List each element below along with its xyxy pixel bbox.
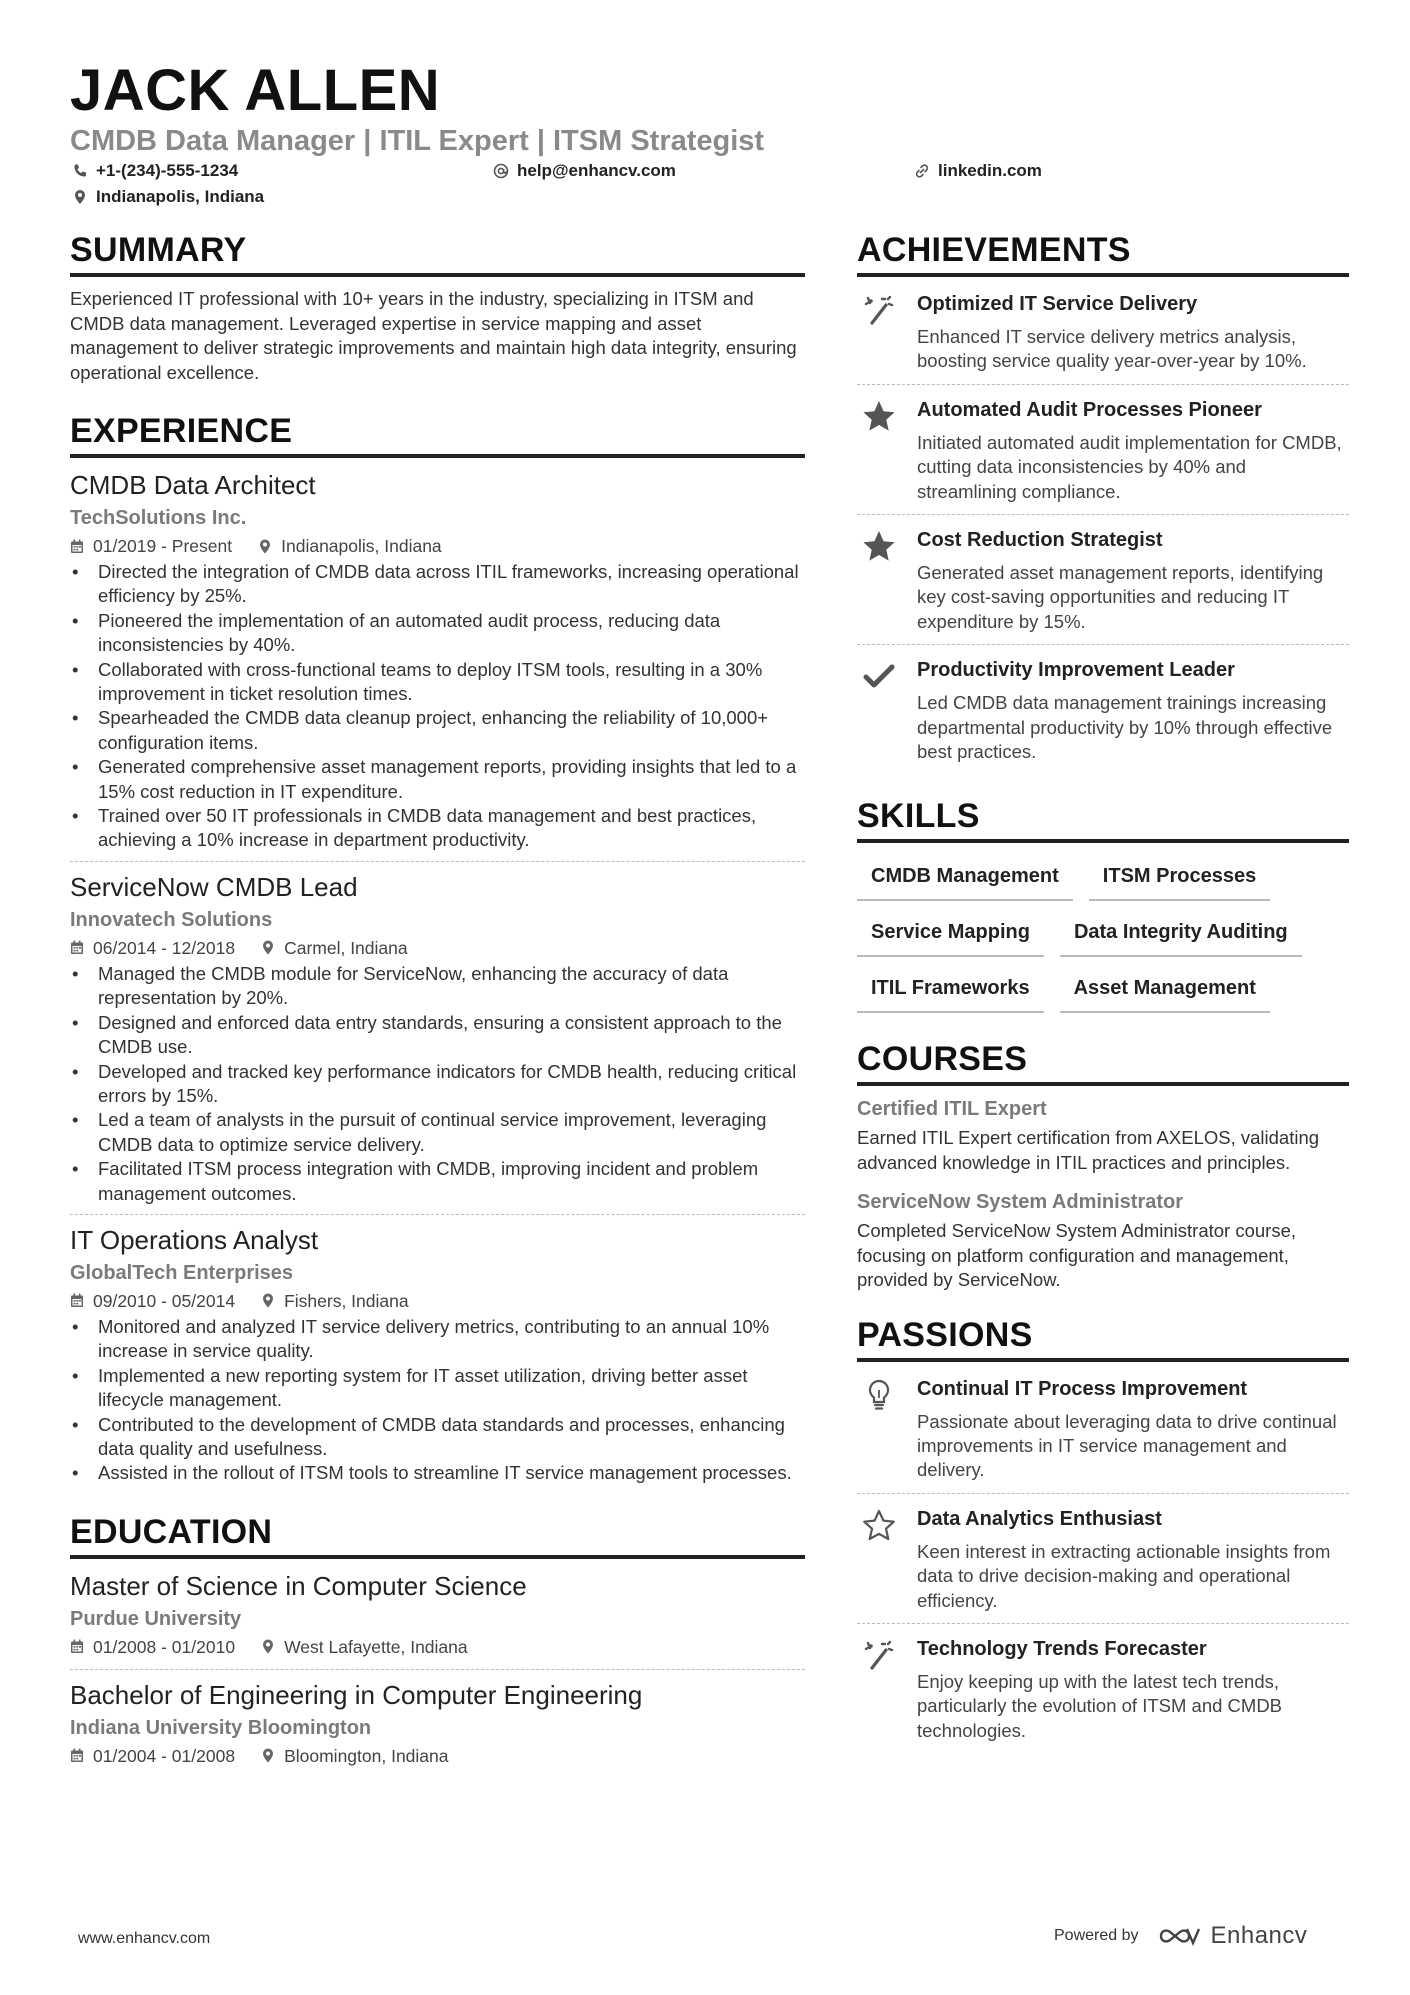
education-meta (70, 1635, 805, 1659)
skills-section (857, 796, 1349, 1013)
education-dates-text: 01/2008 - 01/2010 (93, 1636, 236, 1657)
school-name: Purdue University (70, 1607, 242, 1630)
achievements-section (857, 230, 1349, 774)
achievement-item-body (917, 527, 1349, 634)
course-title: Certified ITIL Expert (857, 1098, 1047, 1121)
education-entry (70, 1569, 805, 1670)
bullet-item: • Managed the CMDB module for ServiceNow, enhancing the accuracy of data representation by 20%. (70, 962, 805, 1011)
job-dates-text: 06/2014 - 12/2018 (93, 937, 236, 958)
achievement-item-title: Optimized IT Service Delivery (917, 293, 1198, 315)
star-outline-icon (857, 1506, 901, 1613)
summary-text: Experienced IT professional with 10+ years in the industry, specializing in ITSM and CMDB data management. Leveraged expertise in service mapping and asset management to deliver strategic improvements and maintain high data integrity, ensuring operational excellence. (70, 288, 797, 383)
location-pin-icon (72, 189, 88, 205)
bullet-item: • Spearheaded the CMDB data cleanup project, enhancing the reliability of 10,000+ configuration items. (70, 706, 805, 755)
skill-tag: Service Mapping (857, 915, 1044, 957)
education-dates (70, 1635, 235, 1659)
education-title: EDUCATION (70, 1512, 805, 1559)
passions-list (857, 1372, 1349, 1754)
location-pin-icon (261, 940, 275, 955)
skill-tag: Asset Management (1060, 971, 1270, 1013)
passions-title: PASSIONS (857, 1315, 1349, 1362)
enhancv-logo-icon (1157, 1924, 1203, 1948)
footer-branding (1054, 1922, 1307, 1950)
education-dates (70, 1744, 235, 1768)
bullet-item: • Collaborated with cross-functional teams to deploy ITSM tools, resulting in a 30% improvement in ticket resolution times. (70, 658, 805, 707)
job-dates-text: 01/2019 - Present (93, 536, 233, 556)
bullet-item: • Facilitated ITSM process integration with CMDB, improving incident and problem management outcomes. (70, 1157, 805, 1206)
left-column (70, 230, 805, 1804)
job-location (261, 1289, 409, 1313)
skill-tag: ITIL Frameworks (857, 971, 1044, 1013)
passion-item-description: Passionate about leveraging data to drive continual improvements in IT service management and delivery. (917, 1410, 1337, 1481)
star-icon (857, 527, 901, 634)
passion-item-body (917, 1376, 1349, 1483)
passion-item (857, 1494, 1349, 1624)
education-meta (70, 1744, 805, 1768)
courses-title: COURSES (857, 1039, 1349, 1086)
summary-title: SUMMARY (70, 230, 805, 277)
achievement-item-title: Cost Reduction Strategist (917, 529, 1163, 552)
skills-title: SKILLS (857, 796, 1349, 843)
job-dates (70, 534, 232, 558)
calendar-icon (70, 940, 84, 955)
bullet-item: • Directed the integration of CMDB data across ITIL frameworks, increasing operational efficiency by 25%. (70, 560, 805, 609)
calendar-icon (70, 1748, 84, 1763)
skill-tag: ITSM Processes (1089, 859, 1270, 901)
job-entry (70, 1223, 805, 1494)
magic-wand-icon (857, 1636, 901, 1743)
achievement-item (857, 515, 1349, 645)
course-description: Earned ITIL Expert certification from AXELOS, validating advanced knowledge in ITIL practices and principles. (857, 1127, 1320, 1173)
passions-section (857, 1315, 1349, 1754)
education-location (261, 1744, 448, 1768)
bullet-item: • Implemented a new reporting system for IT asset utilization, driving better asset lifecycle management. (70, 1364, 805, 1413)
job-entry (70, 870, 805, 1215)
job-meta (70, 936, 805, 960)
powered-by-label: Powered by (1054, 1927, 1139, 1944)
passion-item-body (917, 1506, 1349, 1613)
bullet-item: • Led a team of analysts in the pursuit of continual service improvement, leveraging CMDB data to optimize service delivery. (70, 1108, 805, 1157)
job-meta (70, 1289, 805, 1313)
company-name: GlobalTech Enterprises (70, 1261, 294, 1284)
location-pin-icon (261, 1639, 275, 1654)
courses-section (857, 1039, 1349, 1292)
job-bullets (70, 1315, 805, 1486)
passion-item-description: Keen interest in extracting actionable insights from data to drive decision-making and operational efficiency. (917, 1540, 1331, 1611)
company-name: TechSolutions Inc. (70, 507, 247, 529)
brand-logo[interactable] (1157, 1922, 1308, 1950)
achievement-item-body (917, 657, 1349, 764)
job-dates-text: 09/2010 - 05/2014 (93, 1290, 236, 1311)
calendar-icon (70, 539, 84, 554)
job-location (261, 936, 408, 960)
brand-text: Enhancv (1210, 1922, 1308, 1949)
linkedin-text: linkedin.com (938, 161, 1042, 180)
contact-phone[interactable] (72, 161, 238, 181)
checkmark-icon (857, 657, 901, 764)
experience-title: EXPERIENCE (70, 411, 805, 458)
bullet-item: • Developed and tracked key performance indicators for CMDB health, reducing critical errors by 15%. (70, 1060, 805, 1109)
job-location (258, 534, 442, 558)
location-text: Indianapolis, Indiana (96, 187, 265, 206)
contact-email[interactable] (493, 161, 676, 181)
bullet-item: • Contributed to the development of CMDB data standards and processes, enhancing data quality and usefulness. (70, 1413, 805, 1462)
job-dates (70, 1289, 235, 1313)
contact-linkedin[interactable] (914, 161, 1042, 181)
bullet-item: • Trained over 50 IT professionals in CMDB data management and best practices, achieving a 10% increase in department productivity. (70, 804, 805, 853)
bullet-item: • Generated comprehensive asset management reports, providing insights that led to a 15% cost reduction in IT expenditure. (70, 755, 805, 804)
job-location-text: Indianapolis, Indiana (281, 536, 442, 556)
passion-item-description: Enjoy keeping up with the latest tech trends, particularly the evolution of ITSM and CMDB technologies. (917, 1670, 1283, 1741)
contact-location (72, 187, 264, 207)
job-meta (70, 534, 805, 558)
bullet-item: • Monitored and analyzed IT service delivery metrics, contributing to an annual 10% increase in service quality. (70, 1315, 805, 1364)
job-title: IT Operations Analyst (70, 1224, 319, 1255)
achievements-list (857, 287, 1349, 774)
passion-item (857, 1372, 1349, 1494)
calendar-icon (70, 1639, 84, 1654)
education-dates-text: 01/2004 - 01/2008 (93, 1745, 236, 1766)
bullet-item: • Designed and enforced data entry standards, ensuring a consistent approach to the CMDB use. (70, 1011, 805, 1060)
achievement-item (857, 385, 1349, 515)
experience-section (70, 411, 805, 1494)
job-location-text: Fishers, Indiana (284, 1290, 409, 1311)
phone-icon (72, 163, 88, 179)
education-section (70, 1512, 805, 1778)
footer-website[interactable]: www.enhancv.com (78, 1930, 211, 1947)
passion-item (857, 1624, 1349, 1753)
skill-tag: CMDB Management (857, 859, 1073, 901)
job-title: ServiceNow CMDB Lead (70, 871, 358, 902)
summary-section (70, 230, 805, 385)
education-location (261, 1635, 468, 1659)
phone-text: +1-(234)-555-1234 (96, 161, 239, 180)
achievement-item-description: Generated asset management reports, identifying key cost-saving opportunities and reducing IT expenditure by 15%. (917, 562, 1324, 632)
location-pin-icon (258, 539, 272, 554)
achievement-item-description: Led CMDB data management trainings increasing departmental productivity by 10% through effective best practices. (917, 692, 1333, 763)
job-bullets (70, 560, 805, 853)
at-icon (493, 163, 509, 179)
degree-title: Master of Science in Computer Science (70, 1570, 527, 1601)
magic-wand-icon (857, 291, 901, 374)
achievement-item (857, 645, 1349, 774)
skills-list (857, 853, 1349, 1013)
lightbulb-icon (857, 1376, 901, 1483)
link-icon (914, 163, 930, 179)
bullet-item: • Assisted in the rollout of ITSM tools to streamline IT service management processes. (70, 1461, 805, 1485)
passion-item-title: Technology Trends Forecaster (917, 1637, 1207, 1660)
star-icon (857, 397, 901, 504)
course-title: ServiceNow System Administrator (857, 1191, 1184, 1214)
school-name: Indiana University Bloomington (70, 1716, 372, 1739)
achievement-item-title: Automated Audit Processes Pioneer (917, 398, 1262, 421)
job-location-text: Carmel, Indiana (284, 937, 408, 958)
education-list (70, 1569, 805, 1778)
achievement-item (857, 287, 1349, 385)
achievement-item-body (917, 397, 1349, 504)
passion-item-title: Data Analytics Enthusiast (917, 1507, 1162, 1530)
job-dates (70, 936, 235, 960)
job-bullets (70, 962, 805, 1206)
passion-item-body (917, 1636, 1349, 1743)
job-entry (70, 468, 805, 862)
skill-tag: Data Integrity Auditing (1060, 915, 1302, 957)
achievement-item-title: Productivity Improvement Leader (917, 659, 1235, 682)
education-location-text: West Lafayette, Indiana (284, 1636, 468, 1657)
passion-item-title: Continual IT Process Improvement (917, 1377, 1248, 1400)
candidate-name: JACK ALLEN (70, 58, 441, 123)
experience-list (70, 468, 805, 1494)
email-text: help@enhancv.com (517, 161, 676, 180)
job-title: CMDB Data Architect (70, 470, 316, 500)
calendar-icon (70, 1293, 84, 1308)
achievement-item-description: Enhanced IT service delivery metrics analysis, boosting service quality year-over-year by 10%. (917, 326, 1307, 372)
right-column (857, 230, 1349, 1779)
location-pin-icon (261, 1748, 275, 1763)
achievement-item-description: Initiated automated audit implementation for CMDB, cutting data inconsistencies by 40% and streamlining compliance. (917, 431, 1342, 502)
course-description: Completed ServiceNow System Administrator course, focusing on platform configuration and management, provided by ServiceNow. (857, 1220, 1297, 1291)
headline: CMDB Data Manager | ITIL Expert | ITSM Strategist (70, 125, 765, 157)
company-name: Innovatech Solutions (70, 908, 273, 931)
courses-list (857, 1096, 1349, 1292)
bullet-item: • Pioneered the implementation of an automated audit process, reducing data inconsistencies by 40%. (70, 609, 805, 658)
education-entry (70, 1678, 805, 1778)
location-pin-icon (261, 1293, 275, 1308)
achievement-item-body (917, 291, 1349, 374)
achievements-title: ACHIEVEMENTS (857, 230, 1349, 277)
education-location-text: Bloomington, Indiana (284, 1745, 449, 1766)
degree-title: Bachelor of Engineering in Computer Engineering (70, 1679, 643, 1710)
